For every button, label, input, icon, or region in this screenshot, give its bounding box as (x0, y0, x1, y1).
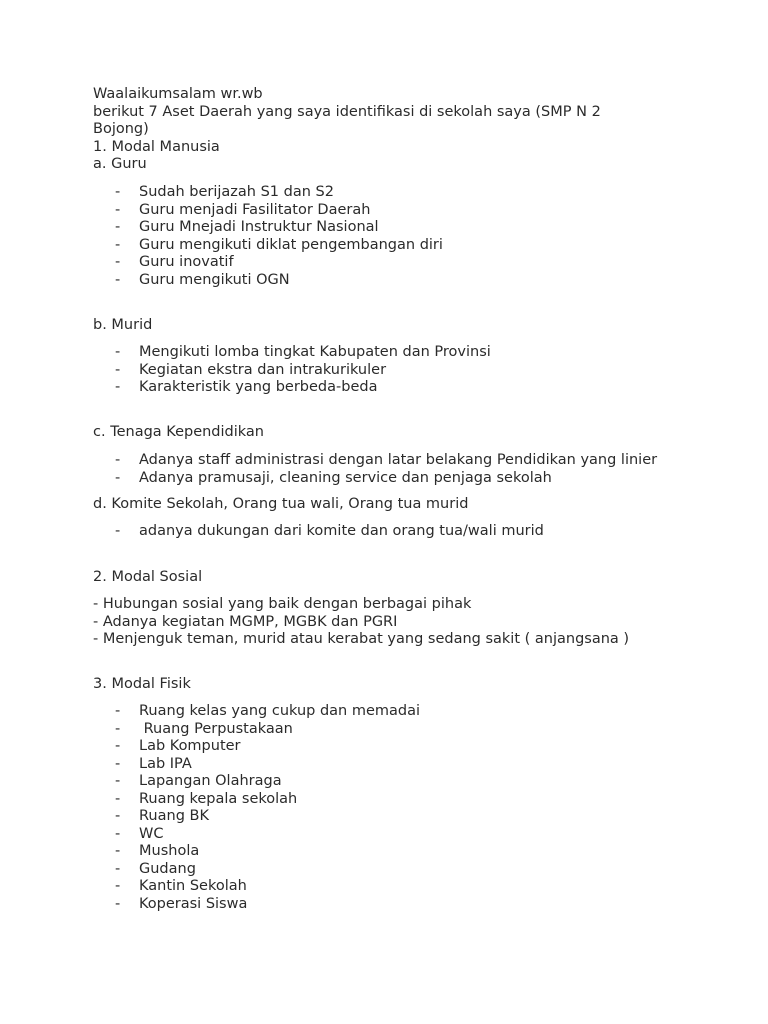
subsection-b-heading-block (93, 317, 728, 335)
bullet-dash: - (115, 703, 121, 719)
bullet-dash: - (115, 720, 121, 737)
list-item: - Lab IPA (115, 755, 192, 772)
list-item: - Guru mengikuti OGN (115, 271, 290, 288)
section2-lines-block (93, 596, 728, 649)
bullet-dash: - (115, 523, 121, 539)
section3-heading: 3. Modal Fisik (93, 676, 191, 692)
bullet-dash: - (115, 184, 121, 200)
sosial-line: - Menjenguk teman, murid atau kerabat yang sedang sakit ( anjangsana ) (93, 631, 630, 647)
list-item: - Guru inovatif (115, 254, 234, 270)
bullet-dash: - (115, 452, 121, 468)
intro-text: berikut 7 Aset Daerah yang saya identifikasi di sekolah saya (SMP N 2 Bojong) (93, 103, 601, 137)
subsection-c-heading: c. Tenaga Kependidikan (93, 424, 264, 440)
list-item: - Guru menjadi Fasilitator Daerah (115, 201, 371, 218)
tendik-list-block (93, 452, 728, 487)
bullet-dash: - (115, 379, 121, 395)
bullet-dash: - (115, 773, 121, 789)
subsection-a-heading: a. Guru (93, 156, 147, 172)
bullet-dash: - (115, 219, 121, 235)
bullet-dash: - (115, 843, 121, 859)
komite-list-block (93, 523, 728, 541)
section2-heading: 2. Modal Sosial (93, 569, 203, 585)
list-item: - Sudah berijazah S1 dan S2 (115, 184, 334, 200)
intro-block (93, 86, 728, 174)
subsection-d-heading: d. Komite Sekolah, Orang tua wali, Orang tua murid (93, 496, 469, 512)
list-item: - WC (115, 825, 164, 842)
bullet-dash: - (115, 878, 121, 894)
bullet-dash: - (115, 469, 121, 486)
list-item: - Ruang kepala sekolah (115, 790, 298, 807)
sosial-line: - Adanya kegiatan MGMP, MGBK dan PGRI (93, 613, 398, 630)
sosial-line: - Hubungan sosial yang baik dengan berbagai pihak (93, 596, 472, 612)
list-item: - Lapangan Olahraga (115, 773, 282, 789)
komite-list (93, 523, 728, 541)
bullet-dash: - (115, 860, 121, 877)
tendik-list (93, 452, 728, 487)
list-item: - Kegiatan ekstra dan intrakurikuler (115, 361, 387, 378)
bullet-dash: - (115, 344, 121, 360)
bullet-dash: - (115, 808, 121, 824)
bullet-dash: - (115, 895, 121, 912)
list-item: - Karakteristik yang berbeda-beda (115, 379, 378, 395)
fisik-list-block (93, 703, 728, 913)
list-item: - Ruang BK (115, 808, 209, 824)
list-item: - adanya dukungan dari komite dan orang tua/wali murid (115, 523, 544, 539)
section2-heading-block (93, 569, 728, 587)
bullet-dash: - (115, 790, 121, 807)
bullet-dash: - (115, 271, 121, 288)
bullet-dash: - (115, 236, 121, 253)
list-item: - Gudang (115, 860, 196, 877)
list-item: - Guru Mnejadi Instruktur Nasional (115, 219, 379, 235)
bullet-dash: - (115, 254, 121, 270)
fisik-list (93, 703, 728, 913)
list-item: - Mushola (115, 843, 200, 859)
guru-list (93, 184, 728, 289)
bullet-dash: - (115, 825, 121, 842)
murid-list-block (93, 344, 728, 397)
list-item: - Adanya pramusaji, cleaning service dan penjaga sekolah (115, 469, 552, 486)
greeting: Waalaikumsalam wr.wb (93, 86, 263, 102)
list-item: - Adanya staff administrasi dengan latar belakang Pendidikan yang linier (115, 452, 658, 468)
subsection-d-heading-block (93, 496, 728, 514)
subsection-b-heading: b. Murid (93, 317, 153, 333)
guru-list-block (93, 184, 728, 289)
list-item: - Guru mengikuti diklat pengembangan diri (115, 236, 443, 253)
list-item: - Koperasi Siswa (115, 895, 248, 912)
list-item: - Mengikuti lomba tingkat Kabupaten dan Provinsi (115, 344, 491, 360)
list-item: - Kantin Sekolah (115, 878, 247, 894)
bullet-dash: - (115, 755, 121, 772)
section3-heading-block (93, 676, 728, 694)
bullet-dash: - (115, 738, 121, 754)
subsection-c-heading-block (93, 424, 728, 442)
list-item: - Ruang kelas yang cukup dan memadai (115, 703, 421, 719)
section1-heading: 1. Modal Manusia (93, 138, 220, 155)
murid-list (93, 344, 728, 397)
bullet-dash: - (115, 361, 121, 378)
list-item: - Lab Komputer (115, 738, 241, 754)
bullet-dash: - (115, 201, 121, 218)
list-item: - Ruang Perpustakaan (115, 720, 293, 737)
